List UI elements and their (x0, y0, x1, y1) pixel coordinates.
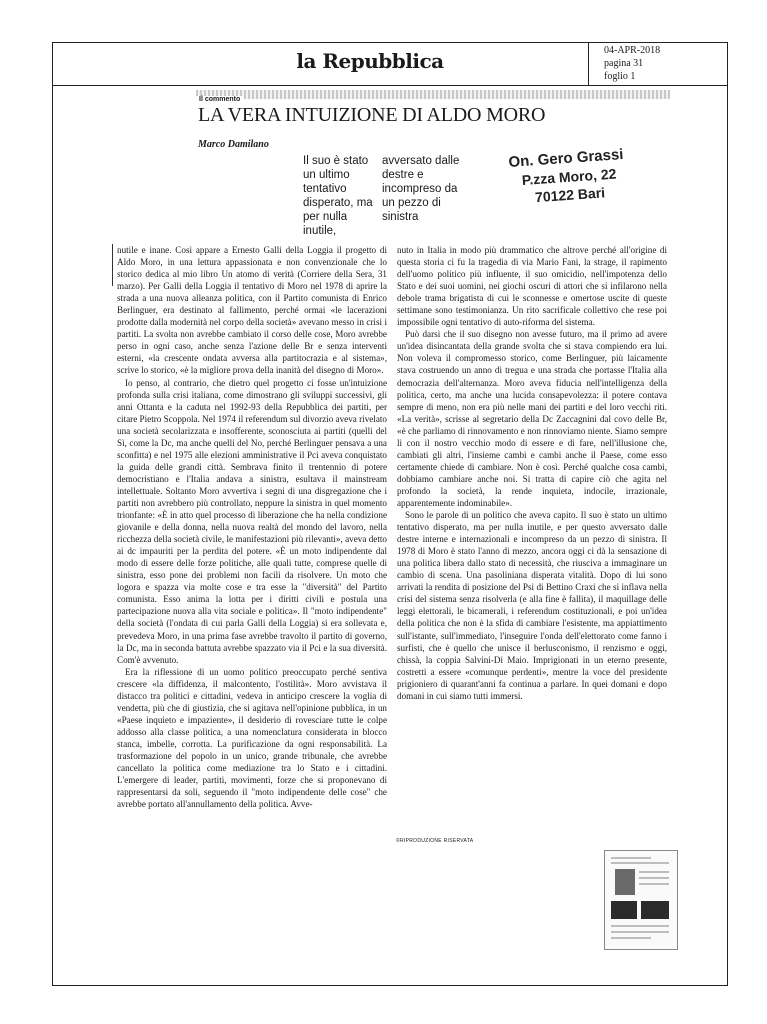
clipping-date: 04-APR-2018 (604, 45, 661, 56)
address-stamp (508, 144, 651, 208)
newspaper-masthead: la Repubblica (296, 49, 444, 73)
paragraph: Era la riflessione di un uomo politico preoccupato perché sentiva crescere «la diffidenza, il malcontento, l'ostilità». Moro avvistava il distacco tra politici e cittadini, vedeva in anticipo crescere la voglia di vendetta, più che di giustizia, che si agitava nell'opinione pubblica, in un «Paese inquieto e impaziente», il desiderio di rovesciare tutte le colpe addosso alla classe politica, a una nomenclatura considerata in blocco stanca, imbelle, corrotta. La purificazione da ogni responsabilità. La trasformazione del popolo in un unico, grande tribunale, che avrebbe cancellato la politica come mediazione tra lo Stato e i cittadini. L'emergere di leader, partiti, movimenti, forze che si proponevano di rappresentarsi da soli, seguendo il "moto indipendente delle cose" che avrebbe portato all'annullamento della politica. Avve- (117, 666, 387, 810)
clipping-page: pagina 31 (604, 58, 644, 69)
stamp-street: P.zza Moro, 22 (521, 165, 617, 189)
kicker-label: Il commento (196, 96, 243, 103)
article-title: LA VERA INTUIZIONE DI ALDO MORO (198, 104, 546, 126)
pull-quote-right: avversato dalle destre e incompreso da un pezzo di sinistra (382, 155, 460, 223)
article-author: Marco Damilano (198, 139, 269, 150)
stamp-name: On. Gero Grassi (508, 145, 624, 171)
stamp-city: 70122 Bari (534, 184, 606, 206)
paragraph: nuto in Italia in modo più drammatico che altrove perché all'origine di questa storia ci fu la tragedia di via Mario Fani, la strage, il rapimento dell'uomo politico più influente, il suo omicidio, nell'impotenza dello Stato e dei suoi uomini, nei giochi oscuri di attori che si infilarono nella debole trama brigatista di cui le sconnesse e omertose uscite di queste settimane sono testimonianza. Un rito sacrificale collettivo che rese poi impossibile ogni tentativo di auto-riforma del sistema. (397, 245, 667, 328)
clipping-sheet: foglio 1 (604, 71, 636, 82)
paragraph: nutile e inane. Così appare a Ernesto Galli della Loggia il progetto di Aldo Moro, in una lettura appassionata e non convenzionale che lo storico dedica al mio libro Un atomo di verità (Corriere della Sera, 31 marzo). Per Galli della Loggia il tentativo di Moro nel 1978 di aprire la strada a una nuova alleanza politica, con il Partito comunista di Enrico Berlinguer, era destinato al fallimento, perché ormai «le lacerazioni prodotte dalla modernità nel corpo della società» avevano messo in crisi i partiti. La svolta non avrebbe cambiato il corso delle cose, Moro avrebbe perso in ogni caso, anche senza l'azione delle Br e senza interventi esterni, «la crescente ondata avversa alla partitocrazia e al sistema», scrive lo storico, «è la migliore prova della inanità del disegno di Moro». (117, 245, 387, 376)
paragraph: Sono le parole di un politico che aveva capito. Il suo è stato un ultimo tentativo disperato, ma per nulla inutile, e per questo avversato dalle destre interne e internazionali e incompreso da un pezzo di sinistra. Il 1978 di Moro è stato l'anno di mezzo, ancora oggi ci dà la sensazione di una politica libera dallo stato di necessità, che riusciva a immaginare un cambio di scena. Una pasoliniana disperata vitalità. Dopo di lui sono arrivati la rendita di posizione del Psi di Bettino Craxi che si inflava nella crisi del sistema senza risolverla (e alla fine è fallita), il maquillage delle leggi elettorali, le bicamerali, i referendum costituzionali, e poi un'idea della politica che non è la sfida di cambiare l'esistente, ma appiattimento sull'istante, sull'immediato, l'inseguire l'onda dell'elettorato come fanno i surfisti, che è quello che unisce il berlusconismo, il renzismo e oggi, chissà, la coppia Salvini-Di Maio. Imprigionati in un eterno presente, costretti a essere «comunque perdenti», mentre la voce del presidente prigioniero di quarant'anni fa continua a parlare. In quei domani e dopo domani in cui siamo tutti immersi. (397, 510, 667, 701)
article-column-left (117, 244, 387, 810)
paragraph: Io penso, al contrario, che dietro quel progetto ci fosse un'intuizione profonda sulla crisi italiana, come dimostrano gli sviluppi successivi, gli anni Ottanta e la caduta nel 1992-93 della Repubblica dei partiti, per citare Pietro Scoppola. Nel 1974 il referendum sul divorzio aveva rivelato una società secolarizzata e insofferente, sconosciuta ai partiti (quelli del Sì, come la Dc, ma anche quelli del No, perché Berlinguer pensava a una sconfitta) e nel 1975 alle elezioni amministrative il Pci aveva conquistato la guida delle grandi città. Sembrava finito il trentennio di potere democristiano e l'Italia andava a sinistra, esultava il mainstream intellettuale. Soltanto Moro avvertiva i segni di una disgregazione che i partiti non avrebbero più controllato, neppure la sinistra in quel momento trionfante: «È in atto quel processo di liberazione che ha nella condizione giovanile e della donna, nella nuova realtà del mondo del lavoro, nella ricchezza della società civile, le manifestazioni più rilevanti», aveva detto ai dc impauriti per la perdita del potere. «È un moto indipendente dal modo di essere delle forze politiche, alle quali tutte, comprese quelle di sinistra, esso pone dei problemi non facili da risolvere. Un moto che logora e spazza via molte cose e tra esse la "diversità" del Partito comunista. Esso anima la lotta per i diritti civili e postula una partecipazione nuova alla vita sociale e politica». Il "moto indipendente" della società (l'ondata di cui parla Galli della Loggia) si era sollevata e, prevedeva Moro, in una prima fase avrebbe travolto il partito di governo, la Dc, ma in seconda battuta avrebbe spazzato via il Pci e la sua diversità. Com'è avvenuto. (117, 377, 387, 665)
pull-quote-left: Il suo è stato un ultimo tentativo disperato, ma per nulla inutile, (303, 155, 373, 237)
page-thumbnail (604, 850, 678, 950)
article-column-right (397, 244, 667, 702)
section-kicker (196, 90, 670, 103)
reproduction-notice: ©RIPRODUZIONE RISERVATA (396, 838, 474, 844)
paragraph: Può darsi che il suo disegno non avesse futuro, ma il primo ad avere un'idea disincantata della grande svolta che si stava compiendo era lui. Non voleva il compromesso storico, come Berlinguer, più laicamente stava costruendo un anno di tregua e una strada che portasse l'Italia alla democrazia dell'alternanza. Moro aveva fiducia nell'intelligenza della politica, certo, ma anche una lucida consapevolezza: il potere contava sempre di meno, non era più nelle mani dei partiti e del loro vecchi riti. «La verità», scrisse al segretario della Dc Zaccagnini dal covo delle Br, «è che parliamo di rinnovamento e non rinnoviamo niente. Siamo sempre lì con il nostro vecchio modo di essere e di fare, nell'illusione che, cambiati gli altri, l'insieme cambi e cambi anche il Paese, come esso certamente chiede di cambiare. Non è così. Perché qualche cosa cambi, dobbiamo cambiare anche noi. Si tratta di capire ciò che agita nel profondo la società, la rende inquieta, indocile, irrazionale, apparentemente indominabile». (397, 329, 667, 508)
drop-cap-rule (112, 244, 113, 286)
